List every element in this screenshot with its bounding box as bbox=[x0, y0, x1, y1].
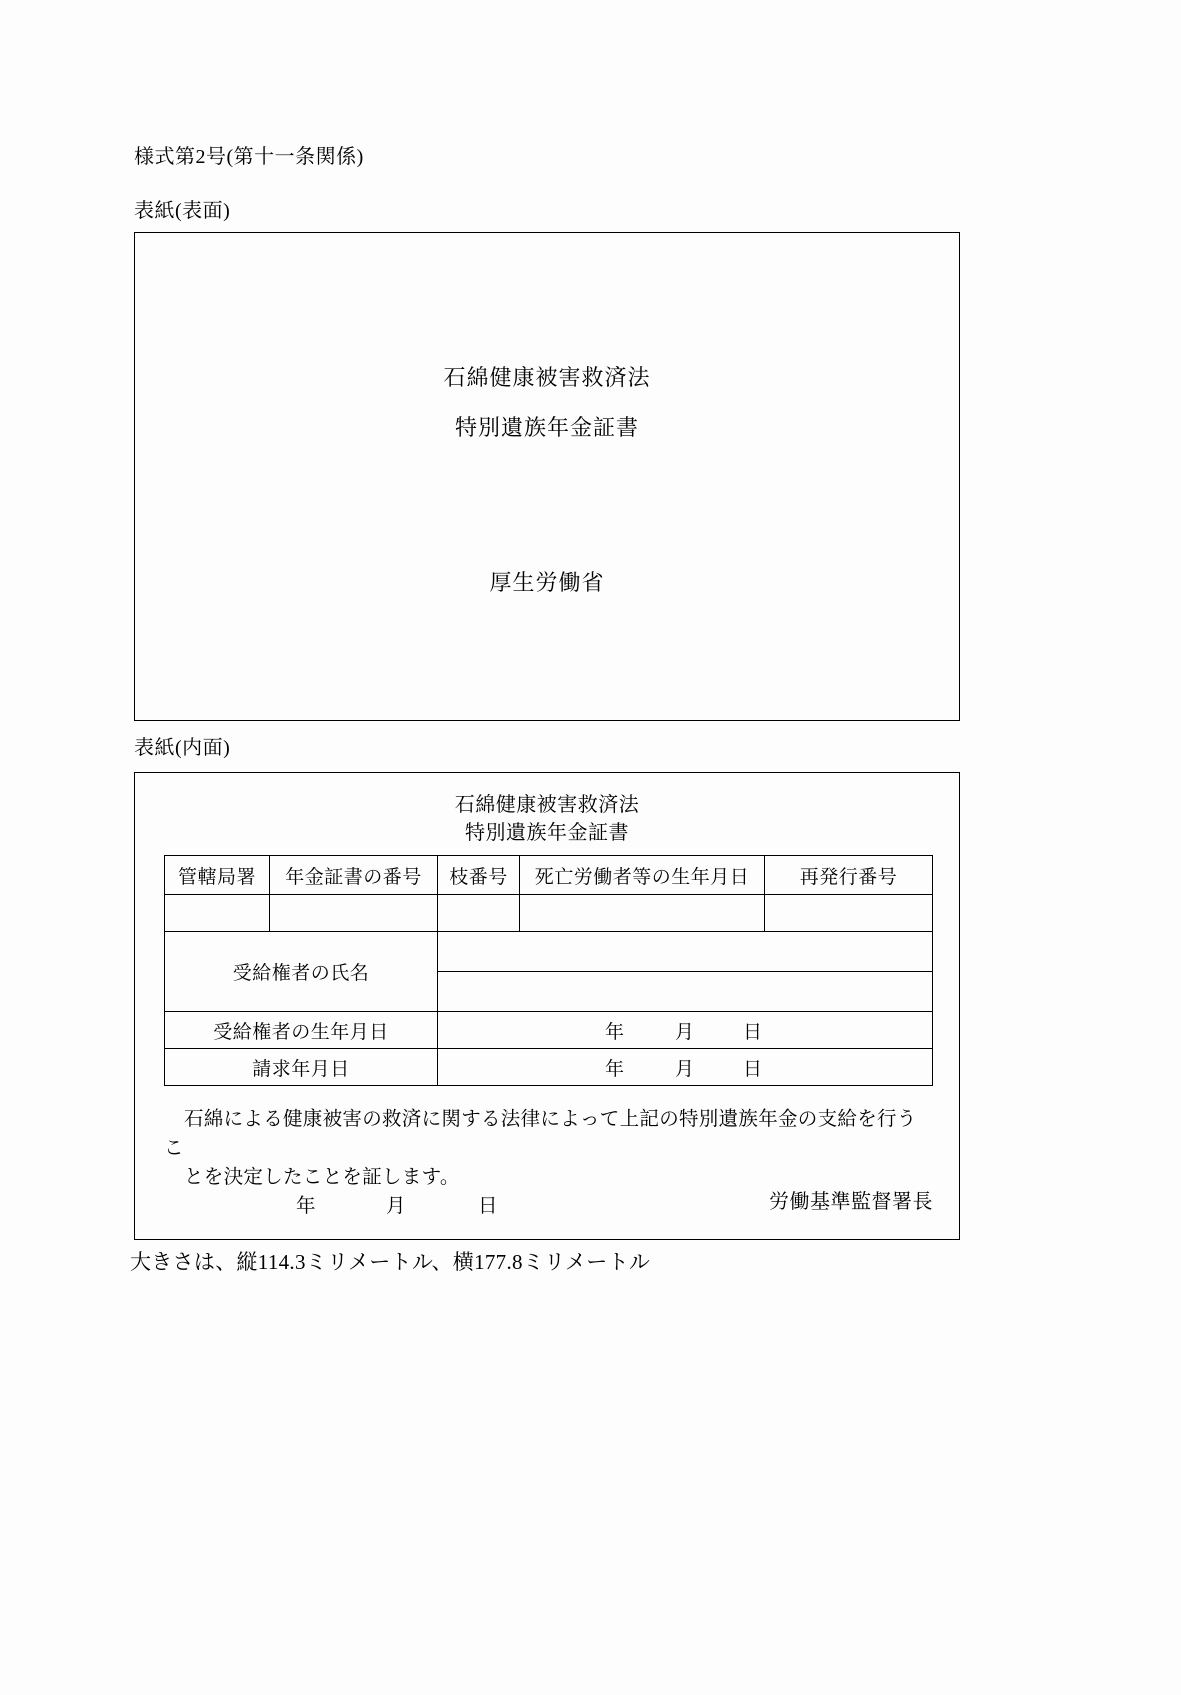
form-number: 様式第2号(第十一条関係) bbox=[134, 146, 364, 168]
header-cell-jurisdiction: 管轄局署 bbox=[165, 856, 270, 895]
inner-cover-box bbox=[134, 772, 960, 1240]
beneficiary-name-row-1 bbox=[165, 932, 933, 972]
label-beneficiary-birthdate: 受給権者の生年月日 bbox=[165, 1012, 438, 1049]
inner-cover-title-line-2: 特別遺族年金証書 bbox=[465, 822, 629, 844]
claim-month-label: 月 bbox=[675, 1058, 695, 1080]
date-day-label: 日 bbox=[743, 1021, 763, 1043]
inner-cover-title-line-1: 石綿健康被害救済法 bbox=[454, 794, 640, 816]
front-cover-ministry: 厚生労働省 bbox=[489, 570, 605, 595]
value-cell-jurisdiction[interactable] bbox=[165, 895, 270, 932]
header-cell-deceased-birthdate: 死亡労働者等の生年月日 bbox=[520, 856, 765, 895]
header-cell-branch-number: 枝番号 bbox=[438, 856, 520, 895]
front-cover-title-line-2: 特別遺族年金証書 bbox=[454, 415, 639, 440]
value-cell-reissue-number[interactable] bbox=[765, 895, 933, 932]
claim-year-label: 年 bbox=[605, 1058, 625, 1080]
certification-year-label: 年 bbox=[296, 1196, 316, 1217]
certification-month-label: 月 bbox=[386, 1196, 406, 1217]
table-value-row bbox=[165, 895, 933, 932]
front-cover-title-line-1: 石綿健康被害救済法 bbox=[443, 365, 651, 390]
certification-line-1: 石綿による健康被害の救済に関する法律によって上記の特別遺族年金の支給を行うこ bbox=[164, 1109, 917, 1159]
value-cell-branch-number[interactable] bbox=[438, 895, 520, 932]
certificate-table bbox=[164, 855, 932, 1086]
beneficiary-birthdate-row bbox=[165, 1012, 933, 1049]
front-cover-box bbox=[134, 232, 960, 721]
date-year-label: 年 bbox=[605, 1021, 625, 1043]
date-placeholder-claim bbox=[605, 1054, 805, 1081]
date-placeholder-birthdate bbox=[605, 1017, 805, 1044]
date-month-label: 月 bbox=[675, 1021, 695, 1043]
header-cell-certificate-number: 年金証書の番号 bbox=[270, 856, 438, 895]
value-cell-certificate-number[interactable] bbox=[270, 895, 438, 932]
claim-date-row bbox=[165, 1049, 933, 1086]
header-cell-reissue-number: 再発行番号 bbox=[765, 856, 933, 895]
certification-line-2: とを決定したことを証します。 bbox=[184, 1167, 460, 1188]
table-header-row bbox=[165, 856, 933, 895]
value-cell-deceased-birthdate[interactable] bbox=[520, 895, 765, 932]
inner-cover-label: 表紙(内面) bbox=[134, 737, 231, 759]
signer-title: 労働基準監督署長 bbox=[769, 1191, 933, 1213]
value-beneficiary-name-line-2[interactable] bbox=[438, 972, 933, 1012]
label-beneficiary-name: 受給権者の氏名 bbox=[165, 932, 438, 1012]
value-beneficiary-name-line-1[interactable] bbox=[438, 932, 933, 972]
label-claim-date: 請求年月日 bbox=[165, 1049, 438, 1086]
front-cover-label: 表紙(表面) bbox=[134, 200, 231, 222]
value-beneficiary-birthdate[interactable] bbox=[438, 1012, 933, 1049]
size-footnote: 大きさは、縦114.3ミリメートル、横177.8ミリメートル bbox=[130, 1250, 651, 1274]
claim-day-label: 日 bbox=[743, 1058, 763, 1080]
value-claim-date[interactable] bbox=[438, 1049, 933, 1086]
certification-day-label: 日 bbox=[478, 1196, 498, 1217]
